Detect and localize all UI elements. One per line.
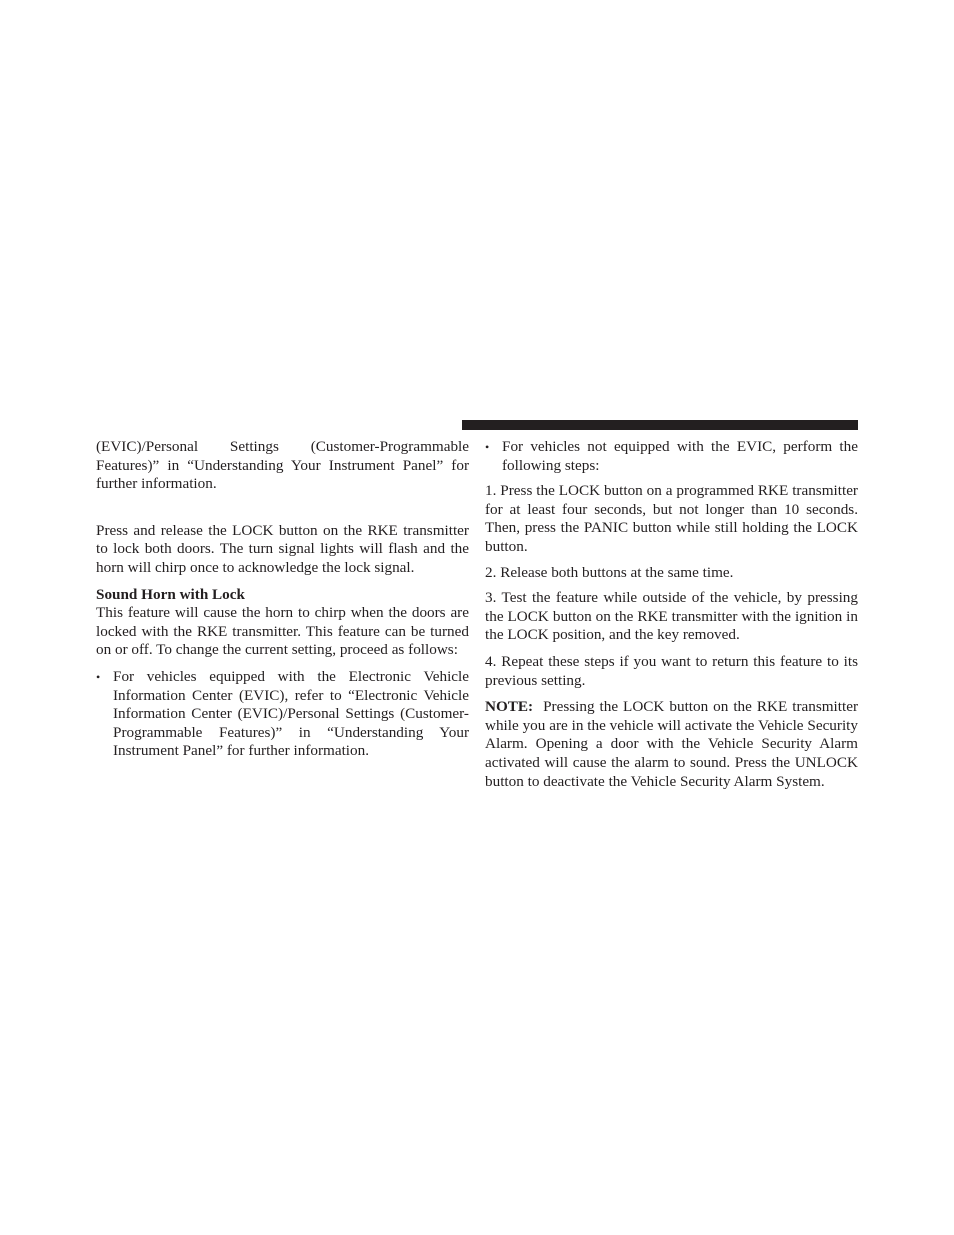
- bullet-evic: [96, 668, 469, 761]
- header-bar: [462, 420, 858, 430]
- section-heading: Sound Horn with Lock: [96, 585, 245, 603]
- bullet-no-evic: [485, 438, 858, 475]
- intro-paragraph: This feature will cause the horn to chirp when the doors are locked with the RKE transmitter. This feature can be turned on or off. To change the current setting, proceed as follows:: [96, 604, 469, 659]
- step-4: 4. Repeat these steps if you want to return this feature to its previous setting.: [485, 652, 858, 689]
- right-column: [485, 438, 858, 791]
- lock-paragraph: Press and release the LOCK button on the RKE transmitter to lock both doors. The turn signal lights will flash and the horn will chirp once to acknowledge the lock signal.: [96, 521, 469, 576]
- left-column: [96, 438, 469, 761]
- step-2: 2. Release both buttons at the same time.: [485, 563, 734, 581]
- note-text: Pressing the LOCK button on the RKE transmitter while you are in the vehicle will activate the Vehicle Security Alarm. Opening a door with the Vehicle Security Alarm activated will cause the alarm to sound. Press the UNLOCK button to deactivate the Vehicle Security Alarm System.: [485, 698, 859, 790]
- bullet-dot: •: [96, 669, 101, 684]
- step-3: 3. Test the feature while outside of the vehicle, by pressing the LOCK button on the RKE transmitter with the ignition in the LOCK position, and the key removed.: [485, 589, 858, 644]
- continuation-paragraph: (EVIC)/Personal Settings (Customer-Programmable Features)” in “Understanding Your Instrument Panel” for further information.: [96, 438, 469, 493]
- note-label: NOTE:: [485, 698, 534, 716]
- note-paragraph: [485, 698, 858, 791]
- bullet-evic-text: For vehicles equipped with the Electronic Vehicle Information Center (EVIC), refer to “Electronic Vehicle Information Center (EVIC)/Personal Settings (Customer-Programmable Features)” in “Understanding Your Instrument Panel” for further information.: [113, 667, 469, 760]
- step-1: 1. Press the LOCK button on a programmed RKE transmitter for at least four seconds, but not longer than 10 seconds. Then, press the PANIC button while still holding the LOCK button.: [485, 482, 858, 555]
- bullet-no-evic-text: For vehicles not equipped with the EVIC, perform the following steps:: [502, 438, 858, 474]
- bullet-dot: •: [485, 440, 490, 454]
